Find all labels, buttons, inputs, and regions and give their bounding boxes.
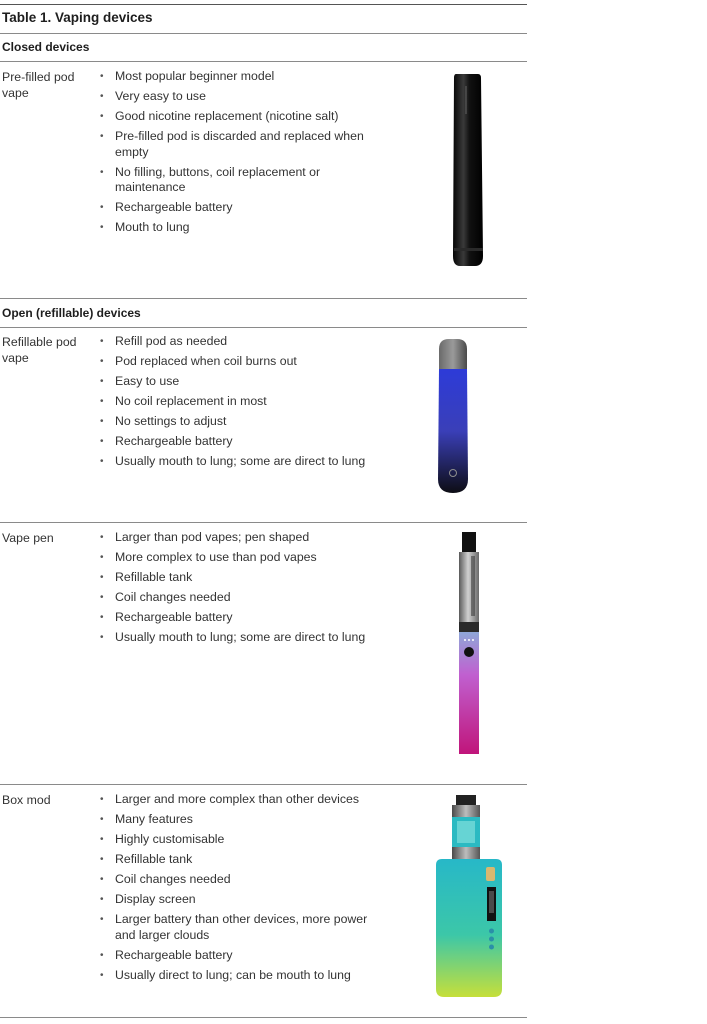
list-item: • Refillable tank xyxy=(100,570,385,586)
table-top-rule xyxy=(0,4,527,5)
feature-list-refillable-pod xyxy=(100,334,385,474)
list-item: • Larger than pod vapes; pen shaped xyxy=(100,530,385,546)
list-item: • Coil changes needed xyxy=(100,590,385,606)
list-item: • Rechargeable battery xyxy=(100,948,385,964)
list-item: • Rechargeable battery xyxy=(100,610,385,626)
list-item: • Usually direct to lung; can be mouth to lung xyxy=(100,968,385,984)
section-divider xyxy=(0,298,527,299)
feature-list-vape-pen xyxy=(100,530,385,650)
list-item: • Mouth to lung xyxy=(100,220,385,236)
list-item: • Pre-filled pod is discarded and replaced when empty xyxy=(100,129,385,160)
refillable-pod-vape-image xyxy=(435,337,471,497)
table-title: Table 1. Vaping devices xyxy=(2,10,153,25)
row-divider xyxy=(0,784,527,785)
list-item: • Many features xyxy=(100,812,385,828)
list-item: • No coil replacement in most xyxy=(100,394,385,410)
list-item: • Usually mouth to lung; some are direct to lung xyxy=(100,454,385,470)
pre-filled-pod-vape-image xyxy=(448,72,488,270)
box-mod-image xyxy=(430,793,506,999)
section-divider xyxy=(0,327,527,328)
table-bottom-rule xyxy=(0,1017,527,1018)
list-item: • No settings to adjust xyxy=(100,414,385,430)
device-name-refillable-pod: Refillable pod vape xyxy=(2,335,77,365)
list-item: • Refill pod as needed xyxy=(100,334,385,350)
section-heading-open: Open (refillable) devices xyxy=(2,306,141,320)
list-item: • Most popular beginner model xyxy=(100,69,385,85)
list-item: • Larger and more complex than other devices xyxy=(100,792,385,808)
list-item: • Coil changes needed xyxy=(100,872,385,888)
device-name-pre-filled-pod: Pre-filled pod vape xyxy=(2,70,75,100)
device-name-vape-pen: Vape pen xyxy=(2,531,54,545)
list-item: • Usually mouth to lung; some are direct to lung xyxy=(100,630,385,646)
list-item: • Highly customisable xyxy=(100,832,385,848)
list-item: • Rechargeable battery xyxy=(100,200,385,216)
row-divider xyxy=(0,522,527,523)
vape-pen-image xyxy=(454,530,484,756)
feature-list-pre-filled-pod xyxy=(100,69,385,240)
list-item: • Display screen xyxy=(100,892,385,908)
list-item: • Pod replaced when coil burns out xyxy=(100,354,385,370)
list-item: • Easy to use xyxy=(100,374,385,390)
device-name-box-mod: Box mod xyxy=(2,793,51,807)
section-divider xyxy=(0,61,527,62)
feature-list-box-mod xyxy=(100,792,385,988)
list-item: • Good nicotine replacement (nicotine salt) xyxy=(100,109,385,125)
list-item: • Larger battery than other devices, more power and larger clouds xyxy=(100,912,385,943)
list-item: • Rechargeable battery xyxy=(100,434,385,450)
list-item: • No filling, buttons, coil replacement or maintenance xyxy=(100,165,385,196)
list-item: • More complex to use than pod vapes xyxy=(100,550,385,566)
section-heading-closed: Closed devices xyxy=(2,40,90,54)
list-item: • Very easy to use xyxy=(100,89,385,105)
list-item: • Refillable tank xyxy=(100,852,385,868)
title-divider xyxy=(0,33,527,34)
